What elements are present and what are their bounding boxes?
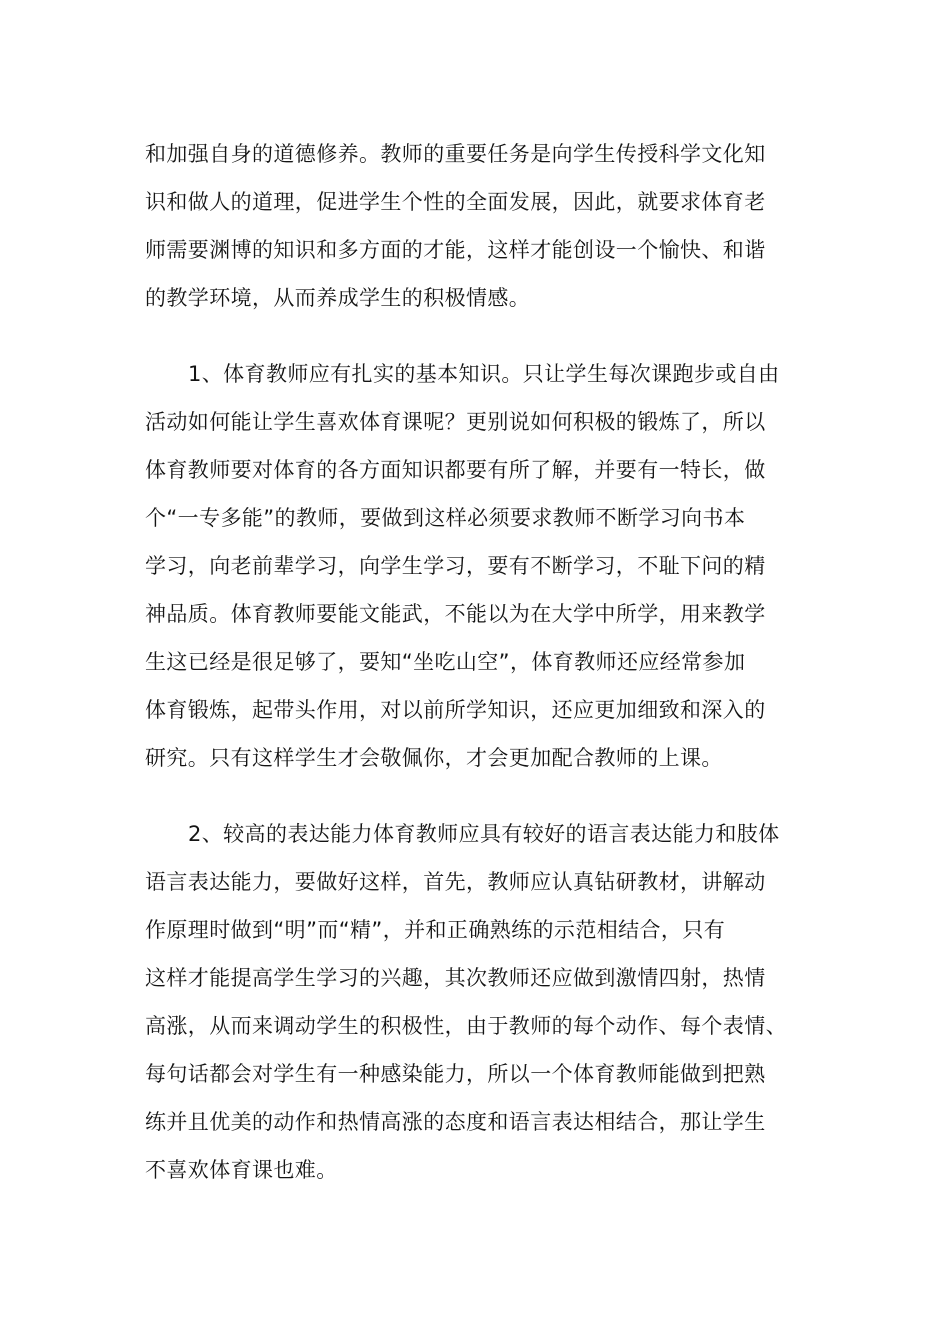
paragraph-3-line-6: 每句话都会对学生有一种感染能力，所以一个体育教师能做到把熟 — [145, 1062, 766, 1086]
paragraph-3-line-8: 不喜欢体育课也难。 — [145, 1158, 338, 1182]
paragraph-2-line-9: 研究。只有这样学生才会敬佩你，才会更加配合教师的上课。 — [145, 746, 723, 770]
paragraph-1-line-1: 和加强自身的道德修养。教师的重要任务是向学生传授科学文化知 — [145, 142, 766, 166]
paragraph-2-line-3: 体育教师要对体育的各方面知识都要有所了解，并要有一特长，做 — [145, 458, 766, 482]
paragraph-1-line-2: 识和做人的道理，促进学生个性的全面发展，因此，就要求体育老 — [145, 190, 766, 214]
paragraph-3-line-5: 高涨，从而来调动学生的积极性，由于教师的每个动作、每个表情、 — [145, 1014, 787, 1038]
paragraph-2-line-6: 神品质。体育教师要能文能武，不能以为在大学中所学，用来教学 — [145, 602, 766, 626]
paragraph-2-line-2: 活动如何能让学生喜欢体育课呢？更别说如何积极的锻炼了，所以 — [145, 410, 766, 434]
paragraph-3-line-2: 语言表达能力，要做好这样，首先，教师应认真钻研教材，讲解动 — [145, 870, 766, 894]
paragraph-2-line-8: 体育锻炼，起带头作用，对以前所学知识，还应更加细致和深入的 — [145, 698, 766, 722]
paragraph-2-line-4: 个“一专多能”的教师，要做到这样必须要求教师不断学习向书本 — [145, 506, 746, 530]
paragraph-3-line-1: 2、较高的表达能力体育教师应具有较好的语言表达能力和肢体 — [188, 822, 780, 846]
paragraph-2-line-7: 生这已经是很足够了，要知“坐吃山空”，体育教师还应经常参加 — [145, 650, 746, 674]
paragraph-2-line-1: 1、体育教师应有扎实的基本知识。只让学生每次课跑步或自由 — [188, 362, 780, 386]
paragraph-3-line-7: 练并且优美的动作和热情高涨的态度和语言表达相结合，那让学生 — [145, 1110, 766, 1134]
paragraph-3-line-4: 这样才能提高学生学习的兴趣，其次教师还应做到激情四射，热情 — [145, 966, 766, 990]
paragraph-1-line-3: 师需要渊博的知识和多方面的才能，这样才能创设一个愉快、和谐 — [145, 238, 766, 262]
paragraph-3-line-3: 作原理时做到“明”而“精”，并和正确熟练的示范相结合，只有 — [145, 918, 726, 942]
paragraph-2-line-5: 学习，向老前辈学习，向学生学习，要有不断学习，不耻下问的精 — [145, 554, 766, 578]
paragraph-1-line-4: 的教学环境，从而养成学生的积极情感。 — [145, 286, 531, 310]
